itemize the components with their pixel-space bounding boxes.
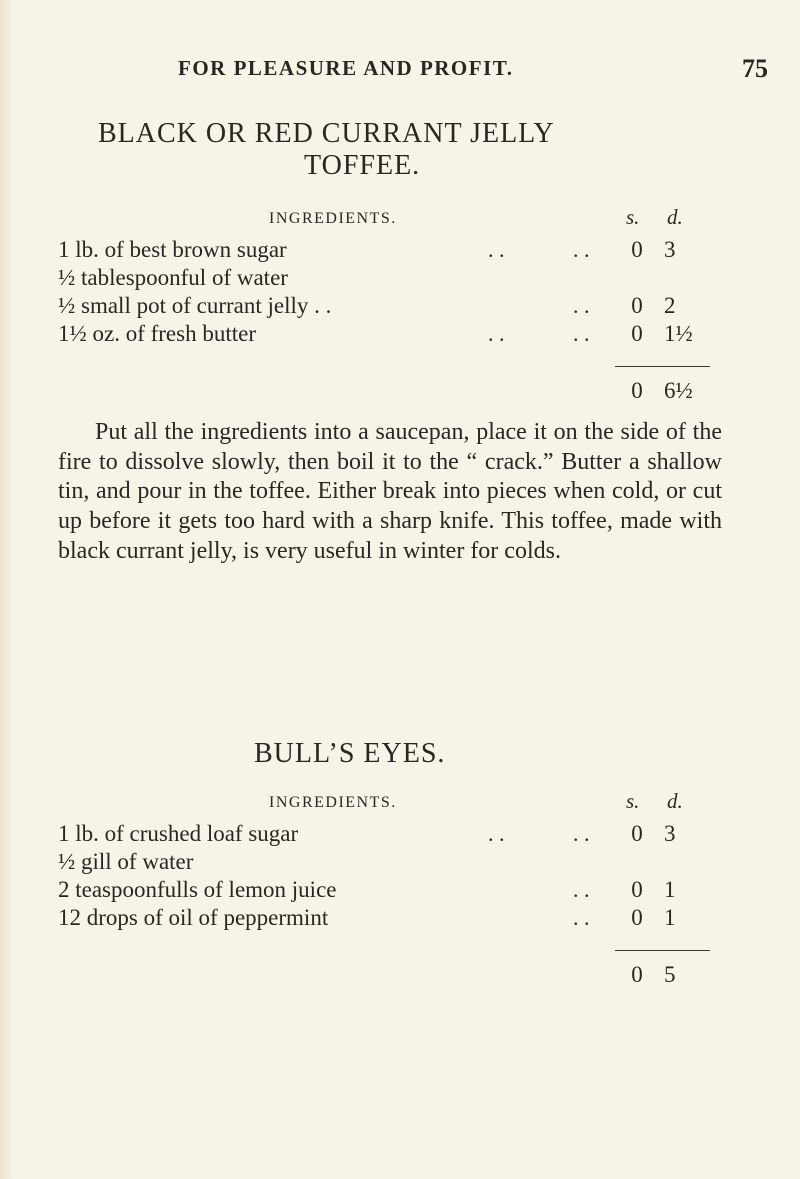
cost-pence: 2	[664, 293, 676, 318]
ingredient-row	[0, 905, 800, 935]
running-head	[0, 56, 800, 86]
total-pence: 6½	[664, 378, 693, 403]
ingredients-heading: INGREDIENTS.	[269, 210, 397, 227]
recipe-title: BLACK OR RED CURRANT JELLY	[98, 118, 555, 149]
page-gutter	[0, 0, 14, 1179]
cost-pence: 3	[664, 821, 676, 846]
ingredient-row	[0, 293, 800, 323]
leader-dots: . .	[573, 321, 590, 346]
ingredient-row	[0, 821, 800, 851]
running-head-title: FOR PLEASURE AND PROFIT.	[178, 56, 514, 80]
cost-shillings: 0	[631, 237, 643, 262]
total-rule	[615, 950, 710, 951]
method-paragraph	[58, 418, 722, 567]
shillings-column-heading: s.	[626, 205, 640, 229]
ingredient-row	[0, 321, 800, 351]
ingredient-row	[0, 265, 800, 295]
leader-dots: . .	[488, 237, 505, 262]
shillings-column-heading: s.	[626, 789, 640, 813]
ingredient-row	[0, 849, 800, 879]
cost-shillings: 0	[631, 821, 643, 846]
ingredient-text: 1 lb. of best brown sugar	[58, 237, 287, 262]
cost-pence: 3	[664, 237, 676, 262]
total-rule	[615, 366, 710, 367]
cost-shillings: 0	[631, 293, 643, 318]
page-number: 75	[742, 54, 768, 83]
ingredient-text: 12 drops of oil of peppermint	[58, 905, 329, 930]
leader-dots: . .	[488, 321, 505, 346]
method-text: Put all the ingredients into a saucepan, place it on the side of the fire to dissolve slowly, then boil it to the “ crack.” Butter a shallow tin, and pour in the toffee. Either break into pieces when cold, or cut up before it gets too hard with a sharp knife. This toffee, made with black currant jelly, is very useful in winter for colds.	[58, 419, 722, 564]
leader-dots: . .	[573, 293, 590, 318]
total-row	[0, 378, 800, 408]
total-row	[0, 962, 800, 992]
leader-dots: . .	[573, 905, 590, 930]
leader-dots: . .	[488, 821, 505, 846]
cost-pence: 1	[664, 877, 676, 902]
ingredients-heading: INGREDIENTS.	[269, 794, 397, 811]
pence-column-heading: d.	[667, 789, 683, 813]
cost-shillings: 0	[631, 877, 643, 902]
leader-dots: . .	[573, 877, 590, 902]
ingredient-text: ½ tablespoonful of water	[58, 265, 288, 290]
cost-pence: 1½	[664, 321, 693, 346]
cost-shillings: 0	[631, 321, 643, 346]
recipe-title: BULL’S EYES.	[254, 738, 446, 769]
ingredient-row	[0, 877, 800, 907]
ingredient-text: 1½ oz. of fresh butter	[58, 321, 256, 346]
ingredient-text: 2 teaspoonfulls of lemon juice	[58, 877, 337, 902]
cost-shillings: 0	[631, 905, 643, 930]
total-pence: 5	[664, 962, 676, 987]
total-shillings: 0	[631, 962, 643, 987]
ingredient-text: ½ gill of water	[58, 849, 194, 874]
pence-column-heading: d.	[667, 205, 683, 229]
leader-dots: . .	[573, 821, 590, 846]
cost-pence: 1	[664, 905, 676, 930]
total-shillings: 0	[631, 378, 643, 403]
ingredient-text: 1 lb. of crushed loaf sugar	[58, 821, 299, 846]
recipe-title-continued: TOFFEE.	[304, 150, 421, 181]
ingredient-row	[0, 237, 800, 267]
ingredient-text: ½ small pot of currant jelly . .	[58, 293, 332, 318]
leader-dots: . .	[573, 237, 590, 262]
